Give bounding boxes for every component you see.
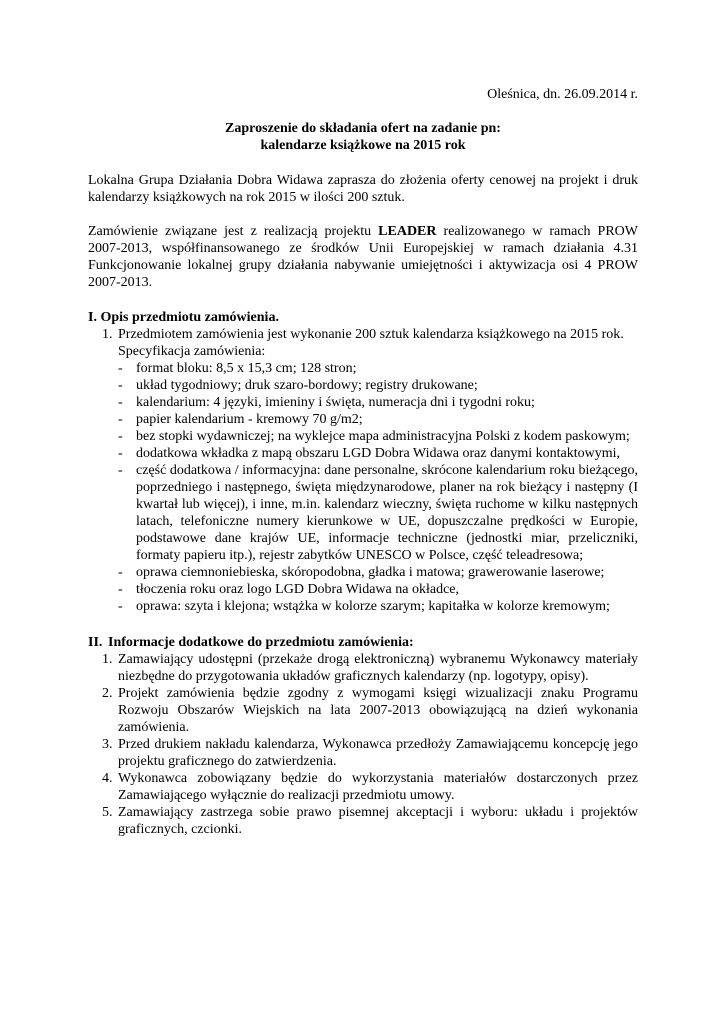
section-2-title-text: Informacje dodatkowe do przedmiotu zamówienia:: [108, 635, 414, 650]
title-line-2: kalendarze książkowe na 2015 rok: [260, 138, 466, 153]
item-number: 1.: [102, 327, 113, 342]
spec-list: [118, 360, 638, 615]
section-2-item: 4. Wykonawca zobowiązany będzie do wykorzystania materiałów dostarczonych przez Zamawiającego wyłącznie do realizacji przedmiotu umowy.: [102, 771, 638, 803]
section-2-item: 5. Zamawiający zastrzega sobie prawo pisemnej akceptacji i wyboru: układu i projektów graficznych, czcionki.: [102, 805, 638, 837]
date-line: Oleśnica, dn. 26.09.2014 r.: [487, 87, 638, 102]
section-2-number: II.: [88, 635, 103, 650]
spec-item: - część dodatkowa / informacyjna: dane personalne, skrócone kalendarium roku bieżącego, poprzedniego i następnego, święta międzynarodowe, planer na rok bieżący i następny (I kwartał lub więcej), i inne, m.in. kalendarz wieczny, święta ruchome w kilku następnych latach, telefoniczne numery kierunkowe w UE, dopuszczalne prędkości w Europie, podstawowe dane krajów UE, informacje techniczne (jednostki miar, przeliczniki, formaty papieru itp.), rejestr zabytków UNESCO w Polsce, część teleadresowa;: [118, 463, 638, 563]
project-name-bold: LEADER: [378, 224, 437, 239]
section-1-title: I. Opis przedmiotu zamówienia.: [88, 310, 279, 325]
spec-item: - format bloku: 8,5 x 15,3 cm; 128 stron;: [118, 361, 357, 376]
spec-item: - oprawa ciemnoniebieska, skóropodobna, gładka i matowa; grawerowanie laserowe;: [118, 565, 605, 580]
spec-item: - dodatkowa wkładka z mapą obszaru LGD Dobra Widawa oraz danymi kontaktowymi,: [118, 446, 620, 461]
section-1-list: [88, 326, 638, 615]
intro-paragraph: Lokalna Grupa Działania Dobra Widawa zaprasza do złożenia oferty cenowej na projekt i druk kalendarzy książkowych na rok 2015 w ilości 200 sztuk.: [88, 173, 638, 205]
spec-item: - papier kalendarium - kremowy 70 g/m2;: [118, 412, 363, 427]
section-2-item: 1. Zamawiający udostępni (przekaże drogą elektroniczną) wybranemu Wykonawcy materiały niezbędne do przygotowania układów graficznych kalendarzy (np. logotypy, opisy).: [102, 652, 638, 684]
section-2-item: 2. Projekt zamówienia będzie zgodny z wymogami księgi wizualizacji znaku Programu Rozwoju Obszarów Wiejskich na lata 2007-2013 obowiązującą na dzień wykonania zamówienia.: [102, 686, 638, 735]
spec-item: - bez stopki wydawniczej; na wyklejce mapa administracyjna Polski z kodem paskowym;: [118, 429, 630, 444]
title-line-1: Zaproszenie do składania ofert na zadanie pn:: [225, 121, 501, 136]
spec-label: Specyfikacja zamówienia:: [118, 344, 266, 359]
project-text-before: Zamówienie związane jest z realizacją projektu: [88, 224, 379, 239]
item-text: Przedmiotem zamówienia jest wykonanie 200 sztuk kalendarza książkowego na 2015 rok.: [118, 327, 624, 342]
section-2-title: [88, 634, 638, 651]
spec-item: - układ tygodniowy; druk szaro-bordowy; registry drukowane;: [118, 378, 478, 393]
section-2-list: [88, 651, 638, 838]
document-page: [88, 86, 638, 838]
section-1-item: [88, 326, 638, 615]
spec-item: - oprawa: szyta i klejona; wstążka w kolorze szarym; kapitałka w kolorze kremowym;: [118, 599, 610, 614]
section-2-item: 3. Przed drukiem nakładu kalendarza, Wykonawca przedłoży Zamawiającemu koncepcję jego projektu graficznego do zatwierdzenia.: [102, 737, 638, 769]
project-paragraph: [88, 223, 638, 291]
spec-item: - kalendarium: 4 języki, imieniny i święta, numeracja dni i tygodni roku;: [118, 395, 535, 410]
spec-item: - tłoczenia roku oraz logo LGD Dobra Widawa na okładce,: [118, 582, 459, 597]
document-title: [88, 120, 638, 154]
project-text-after: realizowanego w ramach PROW 2007-2013, współfinansowanego ze środków Unii Europejskiej w ramach działania 4.31 Funkcjonowanie lokalnej grupy działania nabywanie umiejętności i aktywizacja osi 4 PROW 2007-2013.: [88, 224, 639, 290]
